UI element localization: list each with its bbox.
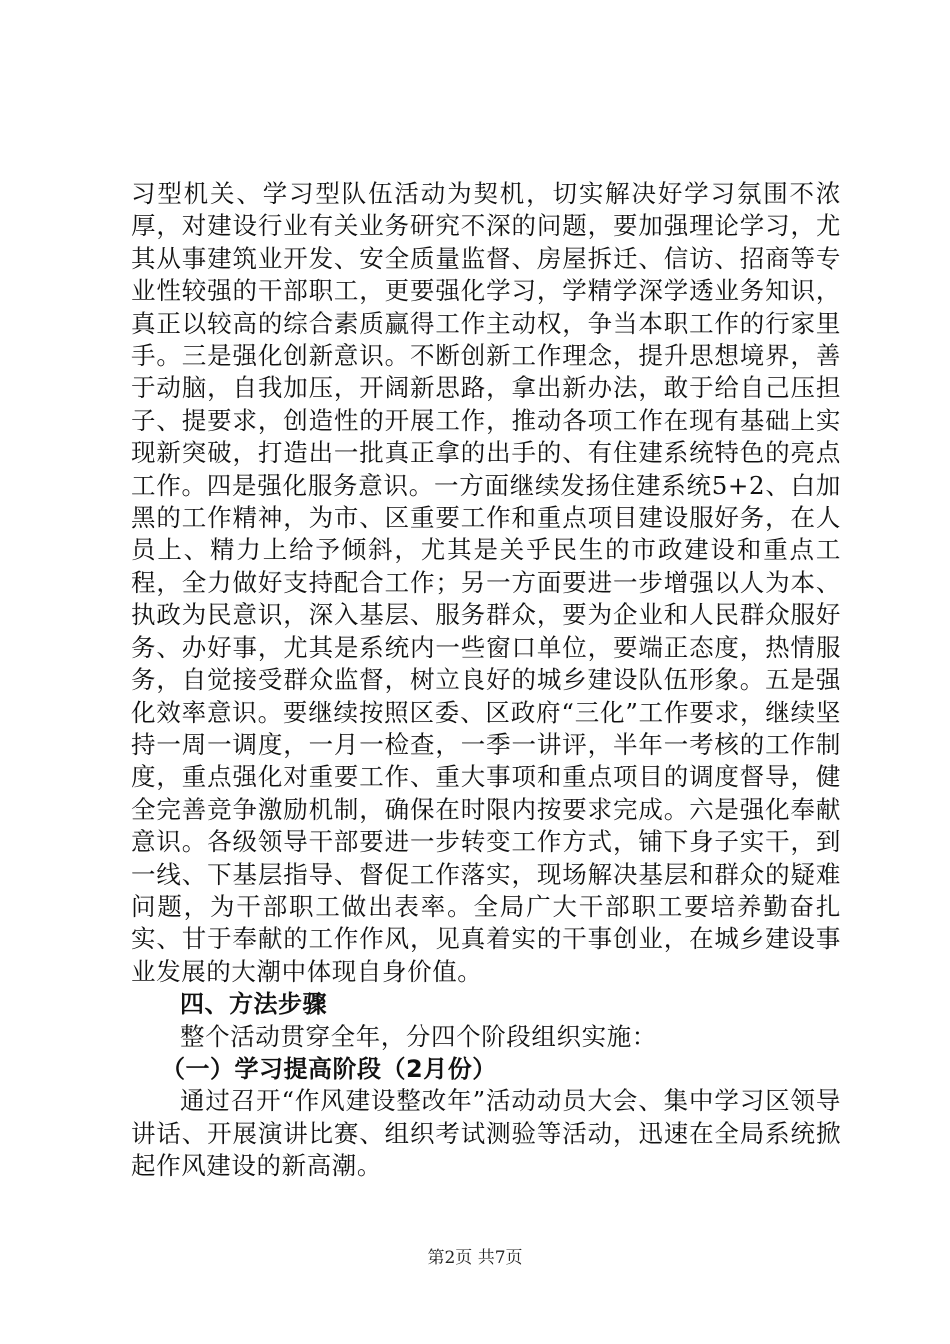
section-heading: 四、方法步骤 bbox=[180, 990, 327, 1019]
page-number-footer: 第2页 共7页 bbox=[427, 1248, 523, 1268]
subsection-heading: （一）学习提高阶段（2月份） bbox=[161, 1054, 497, 1083]
body-paragraph: 整个活动贯穿全年，分四个阶段组织实施： bbox=[180, 1021, 657, 1051]
document-body bbox=[131, 178, 841, 1183]
body-paragraph: 通过召开“作风建设整改年”活动动员大会、集中学习区领导讲话、开展演讲比赛、组织考试测验等活动，迅速在全局系统掀起作风建设的新高潮。 bbox=[131, 1086, 841, 1181]
body-paragraph: 习型机关、学习型队伍活动为契机，切实解决好学习氛围不浓厚，对建设行业有关业务研究不深的问题，要加强理论学习，尤其从事建筑业开发、安全质量监督、房屋拆迁、信访、招商等专业性较强的干部职工，更要强化学习，学精学深学透业务知识，真正以较高的综合素质赢得工作主动权，争当本职工作的行家里手。三是强化创新意识。不断创新工作理念，提升思想境界，善于动脑，自我加压，开阔新思路，拿出新办法，敢于给自己压担子、提要求，创造性的开展工作，推动各项工作在现有基础上实现新突破，打造出一批真正拿的出手的、有住建系统特色的亮点工作。四是强化服务意识。一方面继续发扬住建系统5+2、白加黑的工作精神，为市、区重要工作和重点项目建设服好务，在人员上、精力上给予倾斜，尤其是关乎民生的市政建设和重点工程，全力做好支持配合工作；另一方面要进一步增强以人为本、执政为民意识，深入基层、服务群众，要为企业和人民群众服好务、办好事，尤其是系统内一些窗口单位，要端正态度，热情服务，自觉接受群众监督，树立良好的城乡建设队伍形象。五是强化效率意识。要继续按照区委、区政府“三化”工作要求，继续坚持一周一调度，一月一检查，一季一讲评，半年一考核的工作制度，重点强化对重要工作、重大事项和重点项目的调度督导，健全完善竞争激励机制，确保在时限内按要求完成。六是强化奉献意识。各级领导干部要进一步转变工作方式，铺下身子实干，到一线、下基层指导、督促工作落实，现场解决基层和群众的疑难问题，为干部职工做出表率。全局广大干部职工要培养勤奋扎实、甘于奉献的工作作风，见真着实的干事创业，在城乡建设事业发展的大潮中体现自身价值。 bbox=[131, 179, 841, 986]
